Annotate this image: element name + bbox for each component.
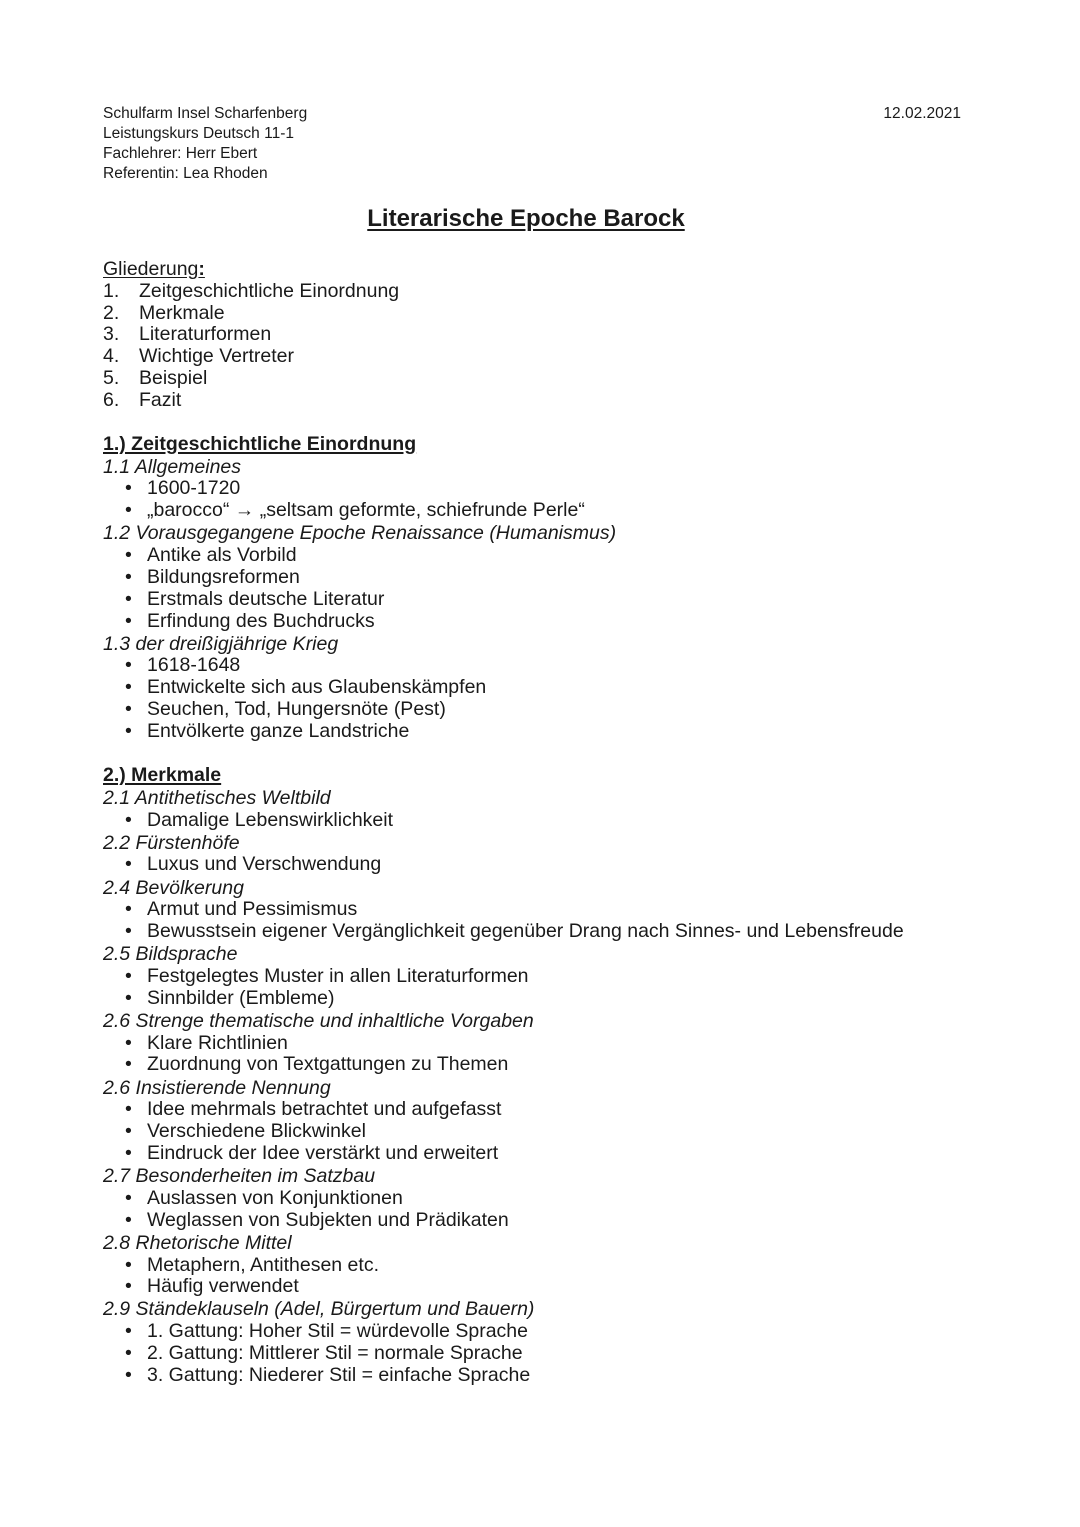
teacher-name: Fachlehrer: Herr Ebert <box>103 145 258 162</box>
bullet-list <box>103 1188 1003 1232</box>
document-body <box>103 259 1003 1387</box>
outline-item-number: 4. <box>103 345 120 368</box>
outline-item-text: Beispiel <box>139 366 208 389</box>
document-date: 12.02.2021 <box>883 105 961 122</box>
bullet-list <box>103 810 1003 832</box>
bullet-item: • Antike als Vorbild <box>103 545 1003 567</box>
bullet-item: • Sinnbilder (Embleme) <box>103 988 1003 1010</box>
subsection-title: 2.1 Antithetisches Weltbild <box>103 786 331 809</box>
outline-heading-colon: : <box>198 258 205 280</box>
outline-list <box>103 281 1003 412</box>
bullet-item: • 3. Gattung: Niederer Stil = einfache Sprache <box>103 1365 1003 1387</box>
subsection-title: 2.7 Besonderheiten im Satzbau <box>103 1165 376 1188</box>
subsection-title: 2.8 Rhetorische Mittel <box>103 1231 292 1254</box>
outline-item <box>103 281 1003 303</box>
subsection-title: 2.5 Bildsprache <box>103 943 238 966</box>
outline-heading-text: Gliederung <box>103 258 199 280</box>
bullet-item: • Klare Richtlinien <box>103 1033 1003 1055</box>
outline-item <box>103 303 1003 325</box>
outline-item-text: Merkmale <box>139 301 225 324</box>
bullet-item: • 1618-1648 <box>103 655 1003 677</box>
bullet-item: • Zuordnung von Textgattungen zu Themen <box>103 1054 1003 1076</box>
bullet-item: • Damalige Lebenswirklichkeit <box>103 810 1003 832</box>
subsection-title: 2.4 Bevölkerung <box>103 876 244 899</box>
bullet-item: • 1. Gattung: Hoher Stil = würdevolle Sprache <box>103 1321 1003 1343</box>
bullet-list <box>103 854 1003 876</box>
school-name: Schulfarm Insel Scharfenberg <box>103 105 308 122</box>
subsection-title: 1.3 der dreißigjährige Krieg <box>103 632 339 655</box>
outline-item-number: 1. <box>103 279 120 302</box>
outline-item-number: 3. <box>103 323 120 346</box>
bullet-item: • 2. Gattung: Mittlerer Stil = normale Sprache <box>103 1343 1003 1365</box>
bullet-list <box>103 478 1003 522</box>
bullet-list <box>103 1099 1003 1164</box>
subsection-title: 2.6 Strenge thematische und inhaltliche Vorgaben <box>103 1009 534 1032</box>
bullet-list <box>103 899 1003 943</box>
bullet-item: • Festgelegtes Muster in allen Literaturformen <box>103 966 1003 988</box>
bullet-item: • Auslassen von Konjunktionen <box>103 1188 1003 1210</box>
bullet-list <box>103 655 1003 742</box>
section-features <box>103 765 1003 1387</box>
bullet-list <box>103 966 1003 1010</box>
bullet-list <box>103 545 1003 632</box>
speaker-name: Referentin: Lea Rhoden <box>103 165 268 182</box>
outline-item-number: 2. <box>103 301 120 324</box>
outline-item-text: Zeitgeschichtliche Einordnung <box>139 279 400 302</box>
section-title: 1.) Zeitgeschichtliche Einordnung <box>103 432 417 455</box>
bullet-item: • Luxus und Verschwendung <box>103 854 1003 876</box>
bullet-item: • Armut und Pessimismus <box>103 899 1003 921</box>
bullet-item: • Weglassen von Subjekten und Prädikaten <box>103 1210 1003 1232</box>
outline-item <box>103 368 1003 390</box>
outline-item-text: Wichtige Vertreter <box>139 345 294 368</box>
subsection-title: 2.6 Insistierende Nennung <box>103 1076 331 1099</box>
bullet-item: • Idee mehrmals betrachtet und aufgefasst <box>103 1099 1003 1121</box>
bullet-item: • 1600-1720 <box>103 478 1003 500</box>
bullet-list <box>103 1033 1003 1077</box>
bullet-item: • Eindruck der Idee verstärkt und erweitert <box>103 1143 1003 1165</box>
subsection-title: 1.1 Allgemeines <box>103 455 242 478</box>
section-title: 2.) Merkmale <box>103 763 222 786</box>
outline-item <box>103 346 1003 368</box>
bullet-item: • Häufig verwendet <box>103 1276 1003 1298</box>
section-context <box>103 434 1003 743</box>
bullet-item: • Entwickelte sich aus Glaubenskämpfen <box>103 677 1003 699</box>
subsection-title: 2.9 Ständeklauseln (Adel, Bürgertum und Bauern) <box>103 1298 535 1321</box>
bullet-item: • Entvölkerte ganze Landstriche <box>103 721 1003 743</box>
outline-heading <box>103 259 1003 281</box>
outline-item-text: Fazit <box>139 388 182 411</box>
document-title: Literarische Epoche Barock <box>367 205 685 232</box>
subsection-title: 1.2 Vorausgegangene Epoche Renaissance (Humanismus) <box>103 522 617 545</box>
bullet-item: • Bildungsreformen <box>103 567 1003 589</box>
bullet-item: • „barocco“ → „seltsam geformte, schiefrunde Perle“ <box>103 500 1003 522</box>
bullet-list <box>103 1321 1003 1386</box>
document-header <box>103 104 307 184</box>
bullet-list <box>103 1255 1003 1299</box>
bullet-item: • Erstmals deutsche Literatur <box>103 589 1003 611</box>
bullet-item: • Metaphern, Antithesen etc. <box>103 1255 1003 1277</box>
bullet-item: • Bewusstsein eigener Vergänglichkeit gegenüber Drang nach Sinnes- und Lebensfreude <box>103 921 1003 943</box>
course-name: Leistungskurs Deutsch 11-1 <box>103 125 294 142</box>
outline-item <box>103 390 1003 412</box>
outline-item-number: 6. <box>103 388 120 411</box>
outline-item <box>103 324 1003 346</box>
subsection-title: 2.2 Fürstenhöfe <box>103 831 240 854</box>
bullet-item: • Seuchen, Tod, Hungersnöte (Pest) <box>103 699 1003 721</box>
outline-item-number: 5. <box>103 366 120 389</box>
bullet-item: • Verschiedene Blickwinkel <box>103 1121 1003 1143</box>
outline-item-text: Literaturformen <box>139 323 272 346</box>
bullet-item: • Erfindung des Buchdrucks <box>103 611 1003 633</box>
